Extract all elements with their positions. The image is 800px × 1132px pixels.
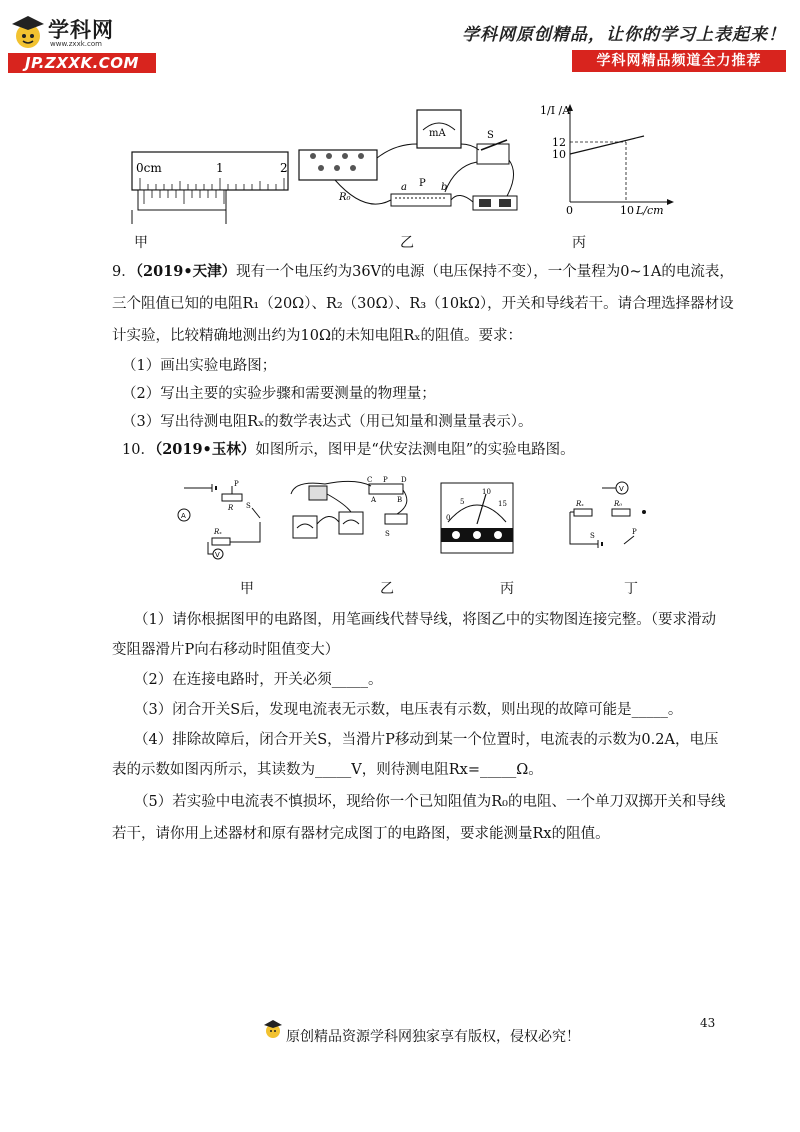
- circuit-diagram-ding: [562, 478, 662, 554]
- fig-jia-label-rx: Rₓ: [214, 528, 222, 536]
- fig-jia-label-s: S: [246, 502, 251, 510]
- slider-label-a: a: [401, 182, 407, 193]
- figure-caption-bing: 丙: [572, 235, 586, 251]
- q9-number: 9．: [112, 264, 136, 280]
- page-number: 43: [700, 1016, 716, 1030]
- fig-yi-label-b: B: [397, 496, 403, 504]
- ruler-tick-label: 2: [280, 161, 288, 175]
- footer-mascot-icon: [262, 1018, 284, 1040]
- circuit-setup-figure: [295, 104, 525, 222]
- dial-label-15: 15: [498, 500, 507, 508]
- q10-item-2: （2）在连接电路时，开关必须_____。: [134, 672, 383, 688]
- ruler-zero-label: 0cm: [136, 161, 162, 175]
- fig-yi-label-s: S: [385, 530, 390, 538]
- figure-caption-bing-2: 丙: [500, 581, 514, 597]
- graph-xlabel: L/cm: [636, 204, 664, 217]
- figure-caption-jia: 甲: [134, 235, 148, 251]
- q10-item-1b: 变阻器滑片P向右移动时阻值变大）: [112, 642, 340, 658]
- q10-item-4b: 表的示数如图丙所示，其读数为_____V，则待测电阻Rx=_____Ω。: [112, 762, 543, 778]
- q9-item-2: （2）写出主要的实验步骤和需要测量的物理量；: [122, 386, 436, 402]
- graph-ytick: 12: [552, 136, 566, 149]
- dial-label-5: 5: [460, 498, 465, 506]
- fig-jia-label-r: R: [228, 504, 234, 512]
- slider-label-p: P: [419, 178, 426, 189]
- logo-mascot-icon: [8, 12, 48, 52]
- logo-sub: www.zxxk.com: [50, 40, 102, 48]
- q10-item-1a: （1）请你根据图甲的电路图，用笔画线代替导线，将图乙中的实物图连接完整。（要求滑动: [134, 612, 716, 628]
- figure-caption-ding-2: 丁: [624, 581, 638, 597]
- fig-yi-label-p: P: [383, 476, 388, 484]
- fig-jia-label-v: V: [215, 551, 220, 559]
- slider-label-b: b: [441, 182, 448, 193]
- circuit-photo-yi: [285, 474, 415, 554]
- header-slogan: 学科网原创精品，让你的学习上表起来！: [462, 25, 786, 45]
- q9-source: （2019•天津）: [135, 263, 237, 280]
- graph-xtick: 0: [566, 204, 573, 217]
- q10-item-5b: 若干，请你用上述器材和原有器材完成图丁的电路图，要求能测量Rx的阻值。: [112, 826, 610, 842]
- graph-ytick: 10: [552, 148, 566, 161]
- q9-line3: 计实验，比较精确地测出约为10Ω的未知电阻Rₓ的阻值。要求：: [112, 328, 523, 344]
- vernier-ruler-figure: [130, 148, 290, 224]
- logo-domain[interactable]: JP.ZXXK.COM: [8, 53, 156, 73]
- voltmeter-dial-bing: [440, 482, 514, 554]
- fig-ding-label-r0: R₀: [614, 500, 623, 508]
- fig-yi-label-a: A: [371, 496, 377, 504]
- q9-item-3: （3）写出待测电阻Rₓ的数学表达式（用已知量和测量量表示）。: [122, 414, 533, 430]
- q10-text: 如图所示，图甲是“伏安法测电阻”的实验电路图。: [255, 442, 575, 458]
- figure-caption-yi-2: 乙: [380, 581, 394, 597]
- fig-yi-label-c: C: [367, 476, 373, 484]
- figure-caption-yi: 乙: [400, 235, 414, 251]
- q10-item-5a: （5）若实验中电流表不慎损坏，现给你一个已知阻值为R₀的电阻、一个单刀双掷开关和导线: [134, 794, 726, 810]
- meter-label: mA: [429, 128, 446, 139]
- fig-jia-label-p: P: [234, 480, 239, 488]
- q9-line2: 三个阻值已知的电阻R₁（20Ω）、R₂（30Ω）、R₃（10kΩ），开关和导线若干。请合理选择器材设: [112, 296, 734, 312]
- q9-line1: [112, 262, 734, 282]
- header-banner: 学科网精品频道全力推荐: [572, 50, 786, 72]
- resistor-box-label: R₀: [339, 192, 351, 203]
- q10-source: （2019•玉林）: [154, 441, 256, 458]
- graph-ylabel: 1/I /A: [540, 104, 571, 117]
- dial-label-10: 10: [482, 488, 491, 496]
- fig-ding-label-s: S: [590, 532, 595, 540]
- q10-item-3: （3）闭合开关S后，发现电流表无示数，电压表有示数，则出现的故障可能是_____。: [134, 702, 683, 718]
- fig-ding-label-v: V: [619, 485, 624, 493]
- q9-text: 现有一个电压约为36V的电源（电压保持不变），一个量程为0~1A的电流表，: [236, 264, 734, 280]
- ruler-tick-label: 1: [216, 161, 224, 175]
- fig-yi-label-d: D: [401, 476, 407, 484]
- fig-ding-label-rx: Rₓ: [576, 500, 584, 508]
- footer-copyright: 原创精品资源学科网独家享有版权，侵权必究！: [286, 1029, 580, 1045]
- line-graph-figure: [534, 102, 684, 220]
- q10-number: 10．: [122, 442, 155, 458]
- switch-label: S: [487, 130, 494, 141]
- graph-xtick: 10: [620, 204, 634, 217]
- fig-jia-label-a: A: [181, 512, 186, 520]
- fig-ding-label-p: P: [632, 528, 637, 536]
- q10-item-4a: （4）排除故障后，闭合开关S，当滑片P移动到某一个位置时，电流表的示数为0.2A，电压: [134, 732, 719, 748]
- logo-text: 学科网: [48, 18, 114, 42]
- dial-label-0: 0: [446, 514, 451, 522]
- q9-item-1: （1）画出实验电路图；: [122, 358, 277, 374]
- circuit-diagram-jia: [172, 478, 272, 560]
- q10-intro: [122, 440, 575, 460]
- figure-caption-jia-2: 甲: [240, 581, 254, 597]
